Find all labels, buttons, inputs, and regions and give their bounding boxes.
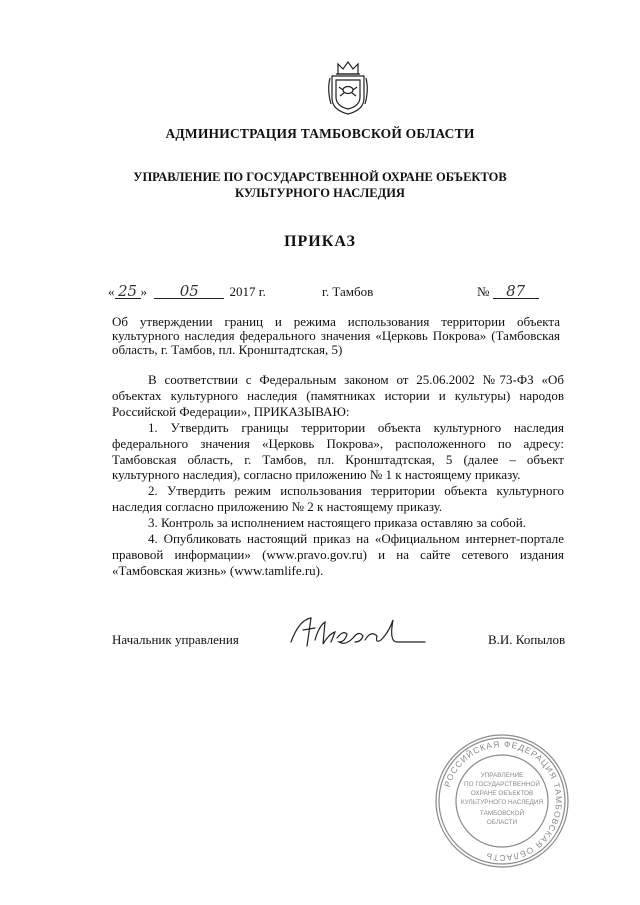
number-label: № <box>477 284 490 299</box>
order-city: г. Тамбов <box>322 284 374 299</box>
tambov-coat-of-arms-icon <box>326 60 370 116</box>
department-title <box>0 169 640 201</box>
stamp-ring-text: РОССИЙСКАЯ ФЕДЕРАЦИЯ ТАМБОВСКАЯ ОБЛАСТЬ <box>441 738 565 864</box>
order-day: 25 <box>115 284 141 299</box>
stamp-line3: ОХРАНЕ ОБЪЕКТОВ <box>470 790 534 797</box>
order-body <box>112 372 564 579</box>
order-date <box>108 284 266 300</box>
official-stamp <box>432 731 572 871</box>
department-title-line1: УПРАВЛЕНИЕ ПО ГОСУДАРСТВЕННОЙ ОХРАНЕ ОБЪЕКТОВ <box>133 170 507 184</box>
stamp-line2: ПО ГОСУДАРСТВЕННОЙ <box>464 781 540 788</box>
order-number <box>477 284 539 300</box>
organization-title: АДМИНИСТРАЦИЯ ТАМБОВСКОЙ ОБЛАСТИ <box>165 126 475 141</box>
signatory-position: Начальник управления <box>112 632 239 647</box>
order-item-1: 1. Утвердить границы территории объекта культурного наследия федерального значения «Церковь Покрова», расположенного по адресу: Тамбовская область, г. Тамбов, пл. Кронштадтская, 5 (далее – объект культурного наследия), согласно приложению № 1 к настоящему приказу. <box>112 419 564 483</box>
order-year: 2017 г. <box>229 284 266 299</box>
date-close-quote: » <box>140 284 147 299</box>
stamp-line4: КУЛЬТУРНОГО НАСЛЕДИЯ <box>460 799 544 806</box>
date-open-quote: « <box>108 284 115 299</box>
order-item-3: 3. Контроль за исполнением настоящего приказа оставляю за собой. <box>148 515 526 531</box>
stamp-line6: ОБЛАСТИ <box>486 819 518 826</box>
order-subject: Об утверждении границ и режима использования территории объекта культурного наследия федерального значения «Церковь Покрова» (Тамбовская область, г. Тамбов, пл. Кронштадтская, 5) <box>112 314 560 357</box>
order-month: 05 <box>154 284 224 299</box>
order-item-4: 4. Опубликовать настоящий приказ на «Официальном интернет-портале правовой информации» (www.pravo.gov.ru) и на сайте сетевого издания «Тамбовская жизнь» (www.tamlife.ru). <box>112 531 564 578</box>
signatory-name: В.И. Копылов <box>488 632 566 647</box>
stamp-line5: ТАМБОВСКОЙ <box>479 810 525 817</box>
preamble-paragraph: В соответствии с Федеральным законом от 25.06.2002 №73-ФЗ «Об объектах культурного наследия (памятниках истории и культуры) народов Российской Федерации», ПРИКАЗЫВАЮ: <box>112 372 564 419</box>
handwritten-signature <box>285 612 430 656</box>
order-item-2: 2. Утвердить режим использования территории объекта культурного наследия согласно приложению № 2 к настоящему приказу. <box>112 483 564 515</box>
department-title-line2: КУЛЬТУРНОГО НАСЛЕДИЯ <box>235 186 405 200</box>
order-number-value: 87 <box>493 284 539 299</box>
stamp-line1: УПРАВЛЕНИЕ <box>480 772 524 779</box>
document-type-title: ПРИКАЗ <box>284 233 356 250</box>
